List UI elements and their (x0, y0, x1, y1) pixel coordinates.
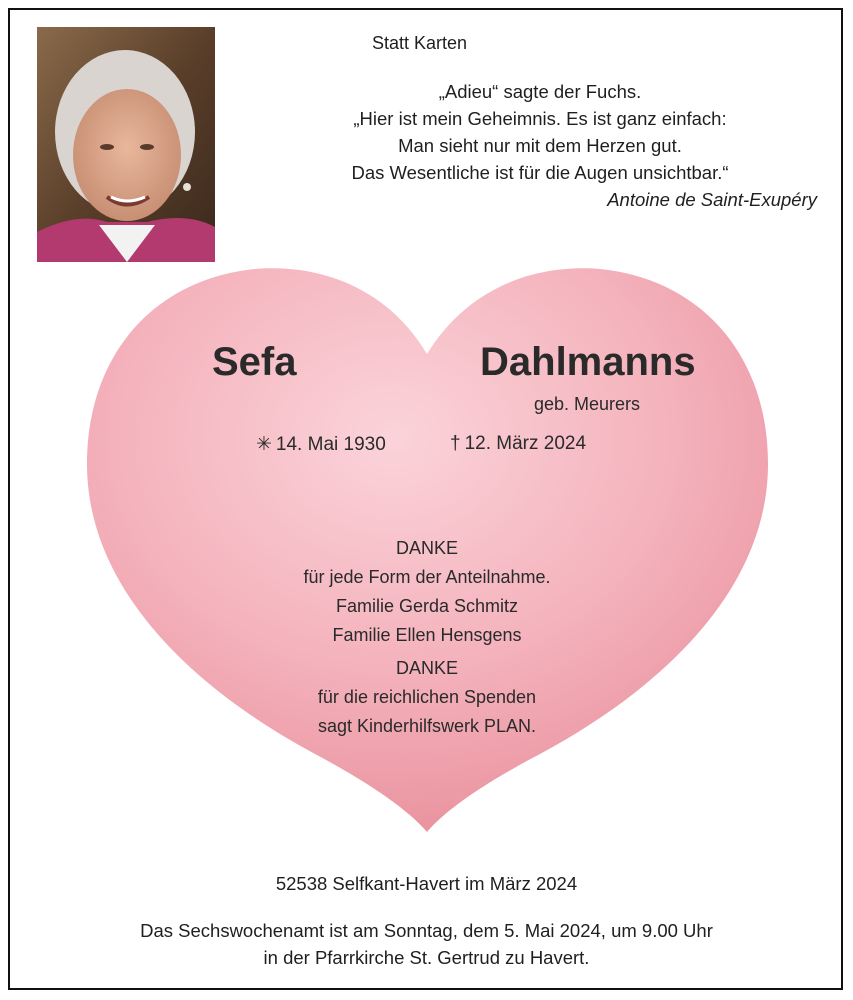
thanks-line: sagt Kinderhilfswerk PLAN. (317, 716, 537, 736)
birth-date (256, 433, 386, 456)
quote-line: Das Wesentliche ist für die Augen unsichtbar.“ (351, 162, 729, 183)
thanks-line: Familie Gerda Schmitz (335, 596, 519, 616)
deceased-first-name: Sefa (212, 340, 297, 384)
quote-author: Antoine de Saint-Exupéry (607, 189, 817, 210)
quote-line: Man sieht nur mit dem Herzen gut. (398, 135, 682, 156)
portrait-photo (37, 27, 215, 262)
maiden-name: geb. Meurers (534, 394, 641, 414)
birth-date-text: 14. Mai 1930 (275, 434, 386, 455)
thanks-line: DANKE (395, 538, 458, 558)
place-date: 52538 Selfkant-Havert im März 2024 (275, 873, 578, 894)
quote-text (300, 78, 780, 186)
quote-line: „Adieu“ sagte der Fuchs. (438, 81, 642, 102)
thanks-line: für jede Form der Anteilnahme. (303, 567, 551, 587)
birth-star-icon: ✳ (256, 434, 272, 455)
statt-karten-label: Statt Karten (372, 33, 468, 53)
thanks-block-family (227, 534, 627, 650)
death-cross-icon: † (450, 433, 461, 454)
death-date-text: 12. März 2024 (464, 433, 587, 454)
death-date (450, 433, 586, 455)
thanks-block-donations (227, 654, 627, 741)
thanks-line: Familie Ellen Hensgens (332, 625, 522, 645)
thanks-line: DANKE (395, 658, 458, 678)
deceased-last-name: Dahlmanns (480, 340, 696, 384)
mass-line: Das Sechswochenamt ist am Sonntag, dem 5. Mai 2024, um 9.00 Uhr (140, 920, 713, 941)
mass-announcement (0, 917, 853, 971)
mass-line: in der Pfarrkirche St. Gertrud zu Havert. (263, 947, 590, 968)
quote-line: „Hier ist mein Geheimnis. Es ist ganz einfach: (353, 108, 727, 129)
thanks-line: für die reichlichen Spenden (317, 687, 537, 707)
